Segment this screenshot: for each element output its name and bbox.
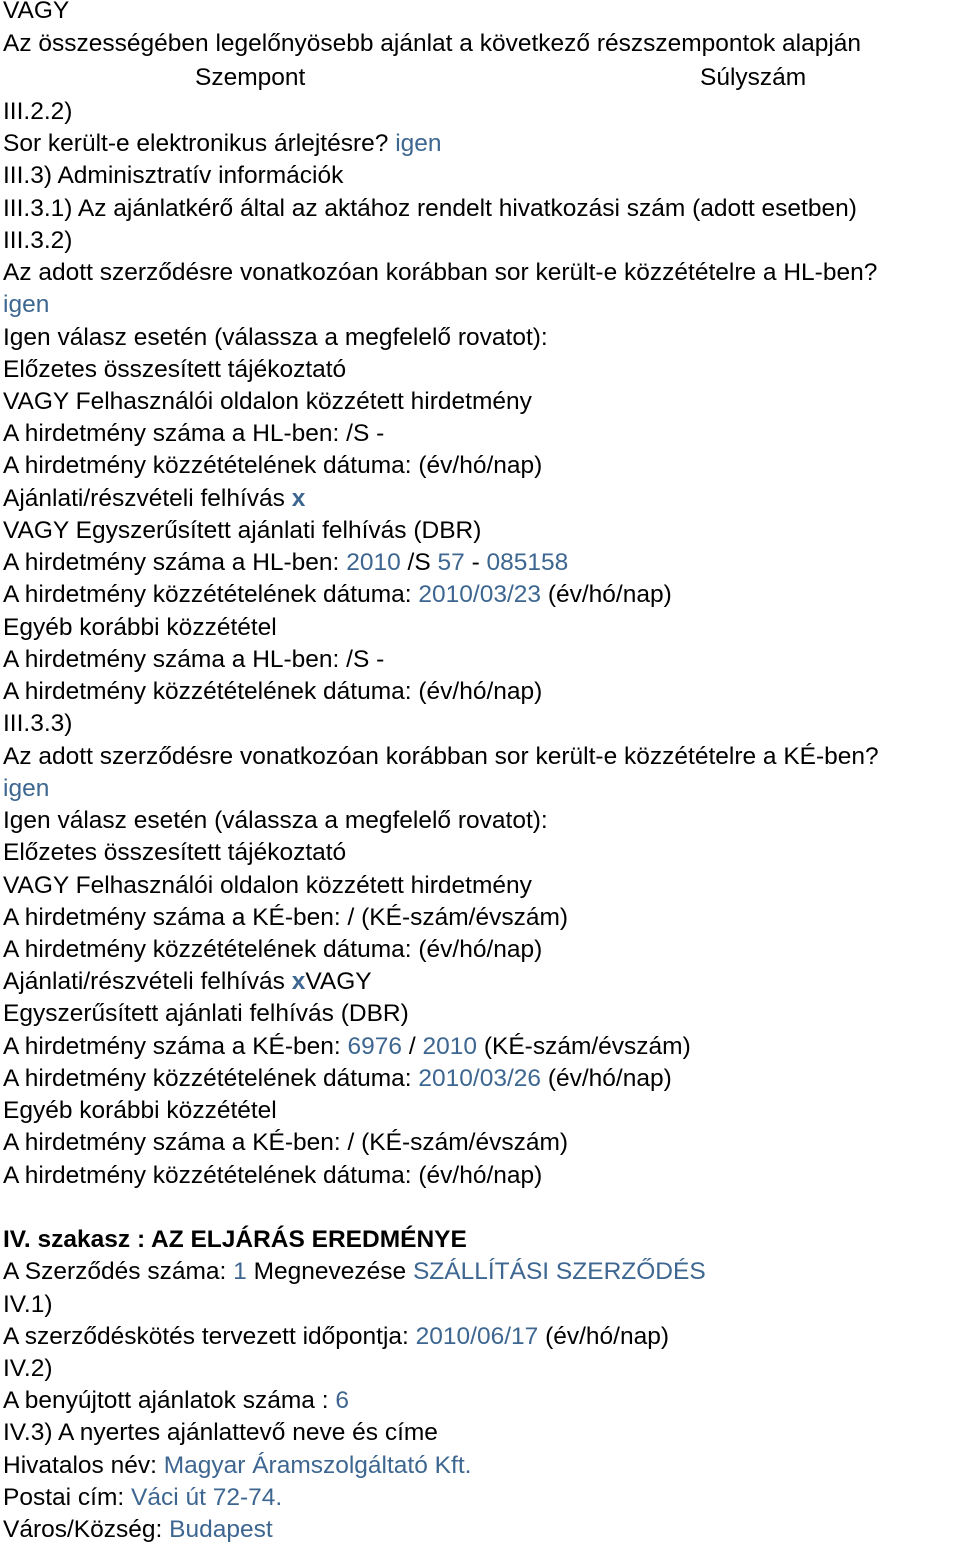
buyer-profile-line-2: VAGY Felhasználói oldalon közzétett hirdetmény [3, 872, 532, 899]
section-iv1: IV.1) [3, 1291, 53, 1318]
ke-pub-date-line: A hirdetmény közzétételének dátuma: 2010/03/26 (év/hó/nap) [3, 1065, 672, 1092]
call-ke-line: Ajánlati/részvételi felhívás xVAGY [3, 968, 372, 995]
prior-info-line: Előzetes összesített tájékoztató [3, 356, 347, 383]
call-ke-mark: x [291, 968, 306, 995]
official-name-line: Hivatalos név: Magyar Áramszolgáltató Kft. [3, 1452, 472, 1479]
vagy-line: VAGY [3, 0, 70, 24]
section-iii22: III.2.2) [3, 98, 73, 125]
pub-date-empty: A hirdetmény közzétételének dátuma: (év/hó/nap) [3, 452, 543, 479]
criterion-column-header: Szempont [195, 64, 306, 91]
choose-box-line: Igen válasz esetén (válassza a megfelelő rovatot): [3, 324, 548, 351]
call-mark: x [291, 485, 306, 512]
hl-number-empty: A hirdetmény száma a HL-ben: /S - [3, 420, 385, 447]
call-line: Ajánlati/részvételi felhívás x [3, 485, 306, 512]
ke-answer: igen [3, 775, 50, 802]
other-prior-line: Egyéb korábbi közzététel [3, 614, 277, 641]
auction-answer: igen [395, 130, 442, 157]
section-iii33: III.3.3) [3, 710, 73, 737]
other-prior-line-2: Egyéb korábbi közzététel [3, 1097, 277, 1124]
section-iii31: III.3.1) Az ajánlatkérő által az aktához rendelt hivatkozási szám (adott esetben) [3, 195, 857, 222]
ke-number-empty: A hirdetmény száma a KÉ-ben: / (KÉ-szám/évszám) [3, 904, 569, 931]
ke-number-line: A hirdetmény száma a KÉ-ben: 6976 / 2010 (KÉ-szám/évszám) [3, 1033, 691, 1060]
hl-number-empty-2: A hirdetmény száma a HL-ben: /S - [3, 646, 385, 673]
ke-question: Az adott szerződésre vonatkozóan korábban sor került-e közzétételre a KÉ-ben? [3, 743, 879, 770]
prior-info-line-2: Előzetes összesített tájékoztató [3, 839, 347, 866]
pub-date-empty-4: A hirdetmény közzétételének dátuma: (év/hó/nap) [3, 1162, 543, 1189]
offers-line: A benyújtott ajánlatok száma : 6 [3, 1387, 349, 1414]
section-iv-title: IV. szakasz : AZ ELJÁRÁS EREDMÉNYE [3, 1226, 467, 1253]
hl-number-line: A hirdetmény száma a HL-ben: 2010 /S 57 - 085158 [3, 549, 569, 576]
conclusion-line: A szerződéskötés tervezett időpontja: 2010/06/17 (év/hó/nap) [3, 1323, 670, 1350]
weight-column-header: Súlyszám [700, 64, 807, 91]
section-iii3: III.3) Adminisztratív információk [3, 162, 344, 189]
simplified-line: Egyszerűsített ajánlati felhívás (DBR) [3, 1000, 409, 1027]
pub-date-empty-3: A hirdetmény közzétételének dátuma: (év/hó/nap) [3, 936, 543, 963]
contract-line: A Szerződés száma: 1 Megnevezése SZÁLLÍTÁSI SZERZŐDÉS [3, 1258, 706, 1285]
postal-line: Postai cím: Váci út 72-74. [3, 1484, 283, 1511]
pub-date-empty-2: A hirdetmény közzétételének dátuma: (év/hó/nap) [3, 678, 543, 705]
best-offer-line: Az összességében legelőnyösebb ajánlat a következő részszempontok alapján [3, 30, 862, 57]
hl-answer: igen [3, 291, 50, 318]
city-line: Város/Község: Budapest [3, 1516, 273, 1543]
auction-question: Sor került-e elektronikus árlejtésre? igen [3, 130, 442, 157]
hl-question: Az adott szerződésre vonatkozóan korábban sor került-e közzétételre a HL-ben? [3, 259, 878, 286]
section-iv3: IV.3) A nyertes ajánlattevő neve és címe [3, 1419, 438, 1446]
hl-pub-date-line: A hirdetmény közzétételének dátuma: 2010/03/23 (év/hó/nap) [3, 581, 672, 608]
ke-number-empty-2: A hirdetmény száma a KÉ-ben: / (KÉ-szám/évszám) [3, 1129, 569, 1156]
section-iii32: III.3.2) [3, 227, 73, 254]
criteria-header [195, 64, 835, 92]
buyer-profile-line: VAGY Felhasználói oldalon közzétett hirdetmény [3, 388, 532, 415]
simplified-vagy-line: VAGY Egyszerűsített ajánlati felhívás (DBR) [3, 517, 482, 544]
section-iv2: IV.2) [3, 1355, 53, 1382]
choose-box-line-2: Igen válasz esetén (válassza a megfelelő rovatot): [3, 807, 548, 834]
